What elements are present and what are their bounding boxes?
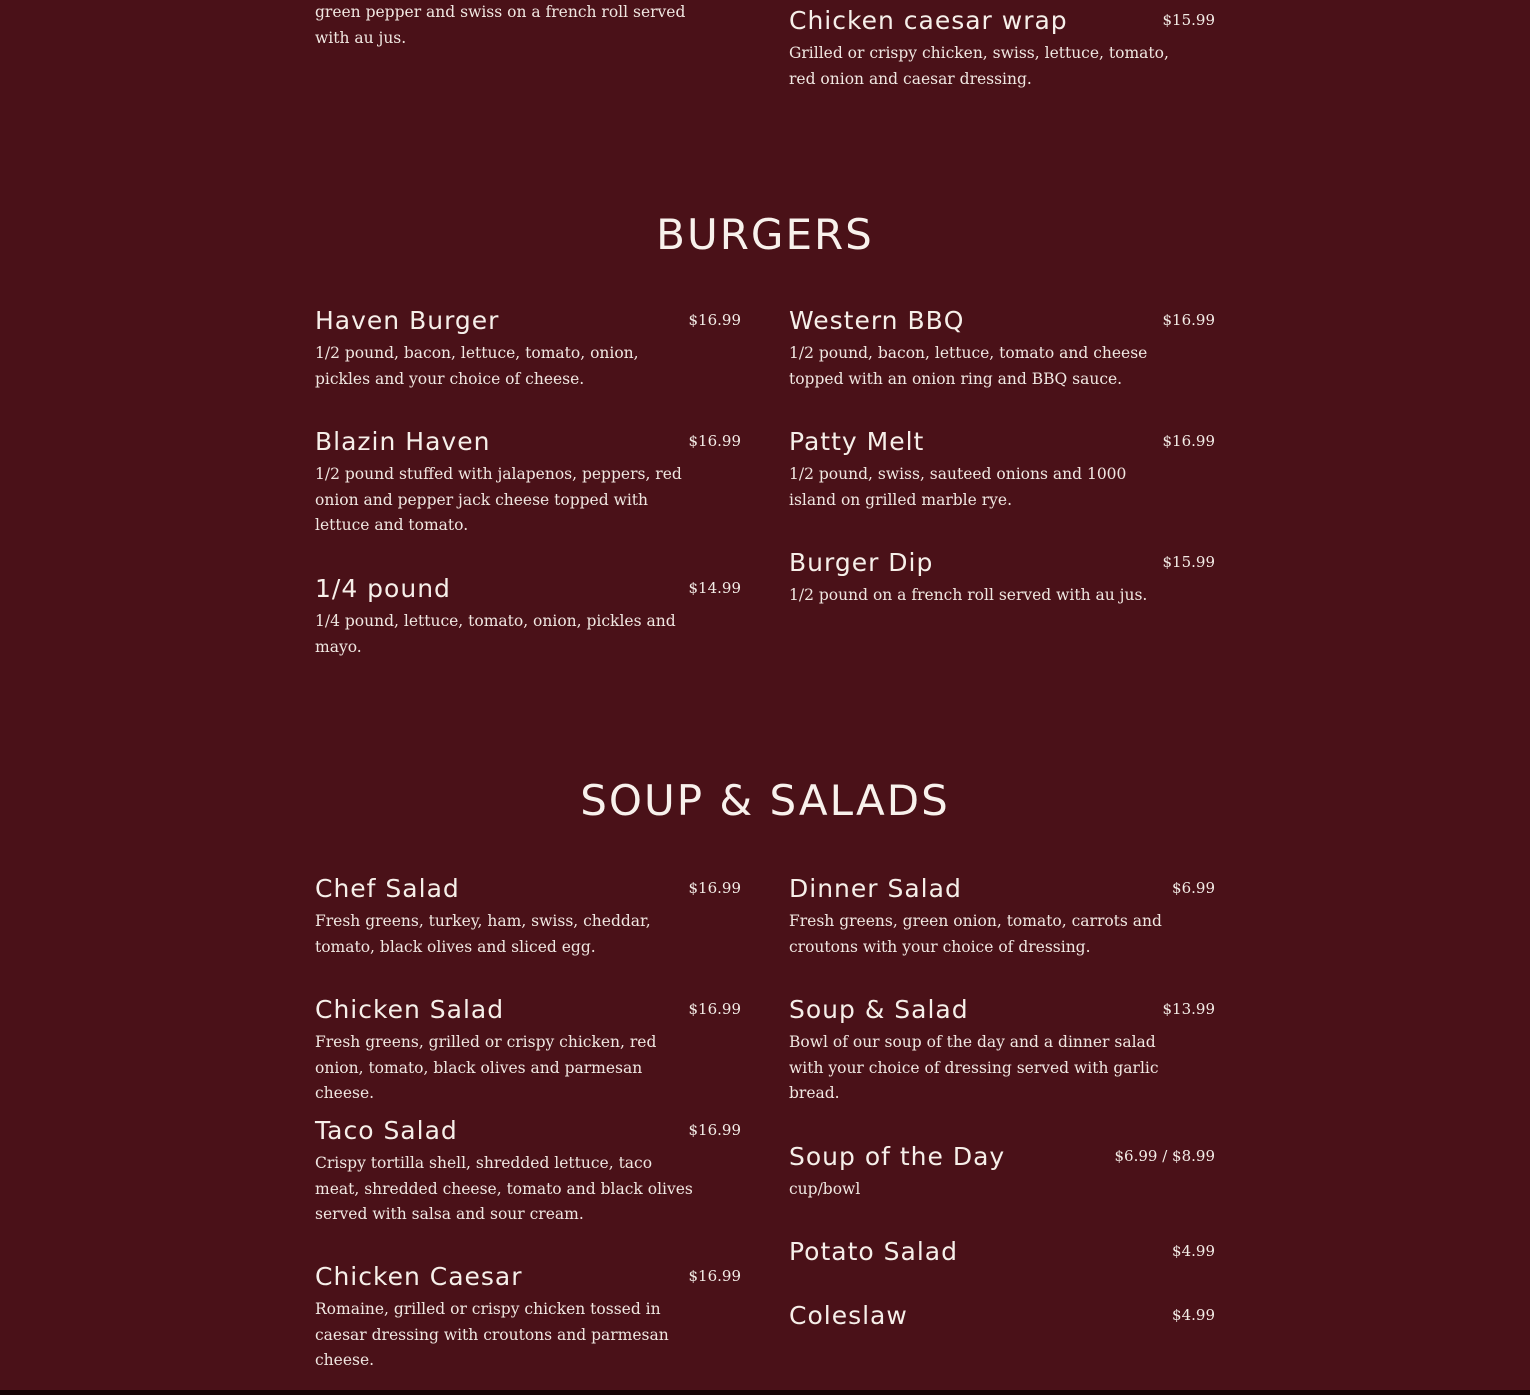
- item-description: 1/2 pound, swiss, sauteed onions and 1000 island on grilled marble rye.: [789, 465, 1127, 509]
- menu-item: [789, 1142, 1215, 1203]
- item-name: Soup of the Day: [789, 1142, 1006, 1171]
- section-heading-soup-salads: SOUP & SALADS: [580, 776, 950, 825]
- item-price: $14.99: [688, 579, 741, 597]
- page-bottom-edge: [0, 1390, 1530, 1395]
- item-price: $16.99: [1162, 432, 1215, 450]
- item-price: $16.99: [688, 879, 741, 897]
- item-description: 1/2 pound stuffed with jalapenos, peppers, red onion and pepper jack cheese topped with lettuce and tomato.: [315, 465, 682, 535]
- item-description: Bowl of our soup of the day and a dinner salad with your choice of dressing served with garlic bread.: [789, 1033, 1159, 1103]
- item-price: $16.99: [688, 1267, 741, 1285]
- item-price: $6.99: [1172, 879, 1215, 897]
- item-name: Chicken caesar wrap: [789, 6, 1068, 35]
- item-description: 1/2 pound, bacon, lettuce, tomato, onion, pickles and your choice of cheese.: [315, 344, 639, 388]
- item-price: $6.99 / $8.99: [1114, 1147, 1215, 1165]
- menu-item: [789, 306, 1215, 392]
- item-name: Soup & Salad: [789, 995, 969, 1024]
- menu-item: [315, 995, 741, 1107]
- item-description: 1/2 pound on a french roll served with au jus.: [789, 586, 1148, 604]
- item-description: Fresh greens, grilled or crispy chicken, red onion, tomato, black olives and parmesan cheese.: [315, 1033, 657, 1103]
- menu-item: [789, 1237, 1215, 1267]
- item-price: $16.99: [688, 1121, 741, 1139]
- item-price: $16.99: [688, 432, 741, 450]
- menu-item: [315, 1262, 741, 1374]
- item-description: Romaine, grilled or crispy chicken tossed in caesar dressing with croutons and parmesan cheese.: [315, 1300, 669, 1370]
- item-name: 1/4 pound: [315, 574, 451, 603]
- item-price: $4.99: [1172, 1306, 1215, 1324]
- item-description: cup/bowl: [789, 1180, 861, 1198]
- item-name: Dinner Salad: [789, 874, 962, 903]
- item-name: Taco Salad: [315, 1116, 458, 1145]
- item-description: Fresh greens, green onion, tomato, carrots and croutons with your choice of dressing.: [789, 912, 1162, 956]
- item-price: $16.99: [1162, 311, 1215, 329]
- item-description: Grilled or crispy chicken, swiss, lettuce, tomato, red onion and caesar dressing.: [789, 44, 1169, 88]
- item-name: Blazin Haven: [315, 427, 491, 456]
- item-name: Chicken Salad: [315, 995, 505, 1024]
- item-price: $13.99: [1162, 1000, 1215, 1018]
- item-price: $16.99: [688, 1000, 741, 1018]
- item-description: 1/4 pound, lettuce, tomato, onion, pickles and mayo.: [315, 612, 676, 656]
- menu-item: [315, 427, 741, 539]
- item-description: Fresh greens, turkey, ham, swiss, cheddar, tomato, black olives and sliced egg.: [315, 912, 651, 956]
- menu-item: [315, 1116, 741, 1228]
- menu-item: [315, 306, 741, 392]
- item-name: Burger Dip: [789, 548, 934, 577]
- item-description: Crispy tortilla shell, shredded lettuce, taco meat, shredded cheese, tomato and black olives served with salsa and sour cream.: [315, 1154, 693, 1224]
- item-price: $4.99: [1172, 1242, 1215, 1260]
- item-name: Patty Melt: [789, 427, 925, 456]
- menu-item: [789, 995, 1215, 1107]
- menu-item: [789, 548, 1215, 609]
- menu-item: [789, 6, 1215, 92]
- item-price: $15.99: [1162, 553, 1215, 571]
- menu-item: [789, 427, 1215, 513]
- menu-item: [315, 874, 741, 960]
- partial-item-description: green pepper and swiss on a french roll served with au jus.: [315, 3, 686, 47]
- menu-item: [789, 1301, 1215, 1331]
- item-name: Coleslaw: [789, 1301, 908, 1330]
- section-heading-burgers: BURGERS: [656, 210, 874, 259]
- item-name: Haven Burger: [315, 306, 500, 335]
- item-price: $15.99: [1162, 11, 1215, 29]
- item-name: Chef Salad: [315, 874, 460, 903]
- item-name: Western BBQ: [789, 306, 965, 335]
- item-name: Chicken Caesar: [315, 1262, 523, 1291]
- menu-item: [789, 874, 1215, 960]
- item-description: 1/2 pound, bacon, lettuce, tomato and cheese topped with an onion ring and BBQ sauce.: [789, 344, 1148, 388]
- item-name: Potato Salad: [789, 1237, 958, 1266]
- menu-item: [315, 574, 741, 660]
- item-price: $16.99: [688, 311, 741, 329]
